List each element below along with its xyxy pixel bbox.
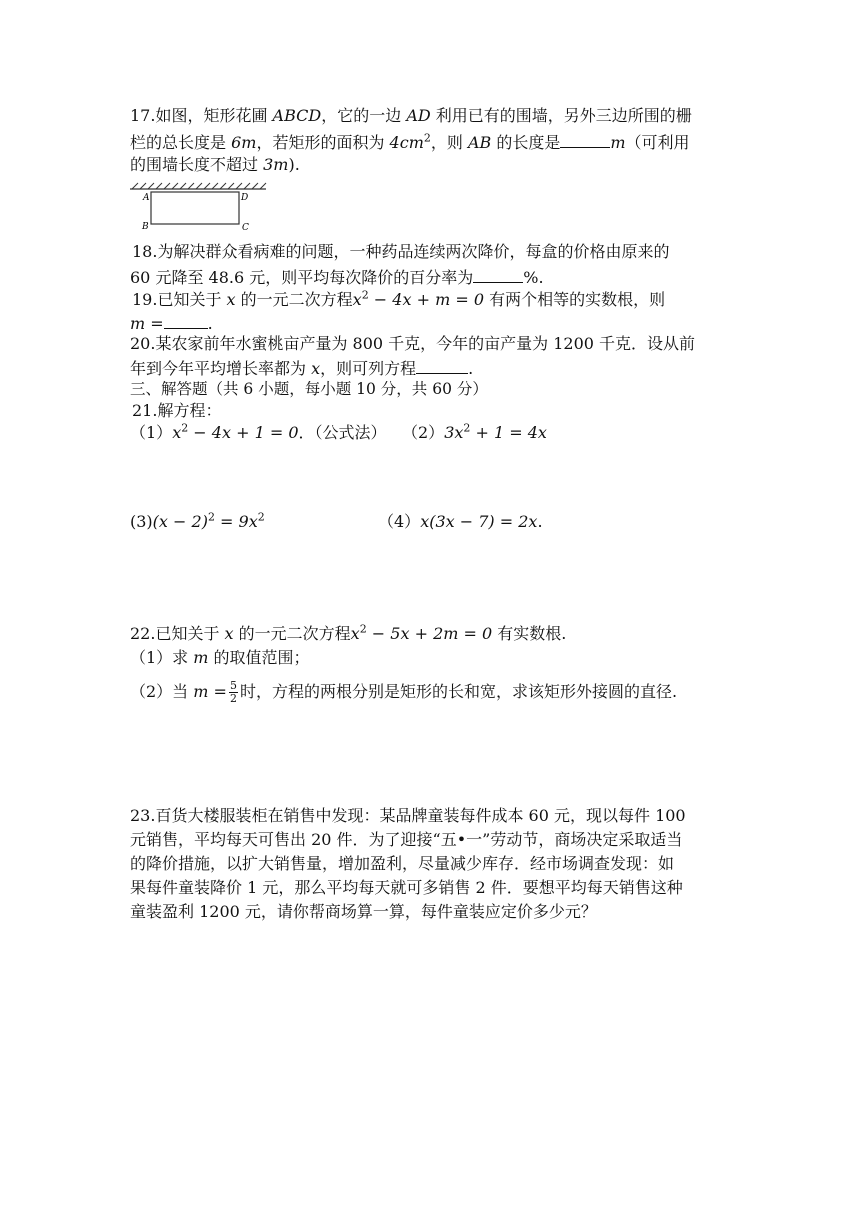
q23-line-2: 元销售，平均每天可售出 20 件．为了迎接“五•一”劳动节，商场决定采取适当 xyxy=(130,830,683,849)
q23-line-5: 童装盈利 1200 元，请你帮商场算一算，每件童装应定价多少元？ xyxy=(130,902,597,921)
q23-line-4: 果每件童装降价 1 元，那么平均每天就可多销售 2 件．要想平均每天销售这种 xyxy=(130,878,683,897)
q22-line-2: （1）求 m 的取值范围； xyxy=(130,648,310,667)
answer-blank xyxy=(473,264,523,283)
answer-blank xyxy=(560,129,610,148)
q23-line-1: 23.百货大楼服装柜在销售中发现：某品牌童装每件成本 60 元，现以每件 100 xyxy=(130,806,686,825)
q22-line-3: （2）当 m = $\frac{5}{2}$ 时，方程的两根分别是矩形的长和宽，求该矩形外接圆的直径. xyxy=(130,679,678,705)
garden-rectangle xyxy=(151,192,239,224)
fraction-five-halves: $\frac{5}{2}$ xyxy=(229,679,237,705)
rectangle-garden-figure xyxy=(130,181,270,233)
label-c: C xyxy=(242,223,249,233)
label-a: A xyxy=(143,193,150,203)
q17-line-3: 的围墙长度不超过 3m). xyxy=(130,155,300,174)
q21-part-2: $(2)3x^2 + 1 = 4x$ xyxy=(402,421,547,442)
q22-line-1: 22.已知关于 x 的一元二次方程$x^2 - 5x + 2m = 0$ 有实数根. xyxy=(130,622,567,643)
section-3-title: 三、解答题（共 6 小题，每小题 10 分，共 60 分） xyxy=(130,380,488,398)
label-b: B xyxy=(142,222,149,232)
answer-blank xyxy=(164,310,208,329)
q17-line-2: 栏的总长度是 6m，若矩形的面积为 $4cm^2$，则 AB 的长度是 m（可利用 xyxy=(130,129,690,155)
label-d: D xyxy=(241,193,249,203)
q18-line-1: 18.为解决群众看病难的问题，一种药品连续两次降价，每盒的价格由原来的 xyxy=(132,242,670,261)
q18-line-2: 60 元降至 48.6 元，则平均每次降价的百分率为 %. xyxy=(130,264,544,290)
q17-line-1: 17.如图，矩形花圃 ABCD，它的一边 AD 利用已有的围墙，另外三边所围的栅 xyxy=(130,106,692,125)
q21-part-1: $(1)x^2 - 4x + 1 = 0$．（公式法） xyxy=(130,421,387,442)
q23-line-3: 的降价措施，以扩大销售量，增加盈利，尽量减少库存．经市场调查发现：如 xyxy=(130,854,675,873)
q19-line-2: m = . xyxy=(130,310,213,336)
q19-line-1: 19.已知关于 x 的一元二次方程$x^2 - 4x + m = 0$ 有两个相等的实数根，则 xyxy=(132,288,666,309)
q20-line-1: 20.某农家前年水蜜桃亩产量为 800 千克，今年的亩产量为 1200 千克．设从前 xyxy=(130,334,696,353)
q21-part-4: （4）x(3x − 7) = 2x. xyxy=(378,512,543,531)
q21-part-3: $(3)(x - 2)^2 = 9x^2$ xyxy=(130,510,265,531)
answer-blank xyxy=(416,355,468,374)
wall-hatching xyxy=(132,183,266,189)
q20-line-2: 年到今年平均增长率都为 x，则可列方程 . xyxy=(130,355,473,381)
q21-title: 21.解方程： xyxy=(132,401,222,420)
